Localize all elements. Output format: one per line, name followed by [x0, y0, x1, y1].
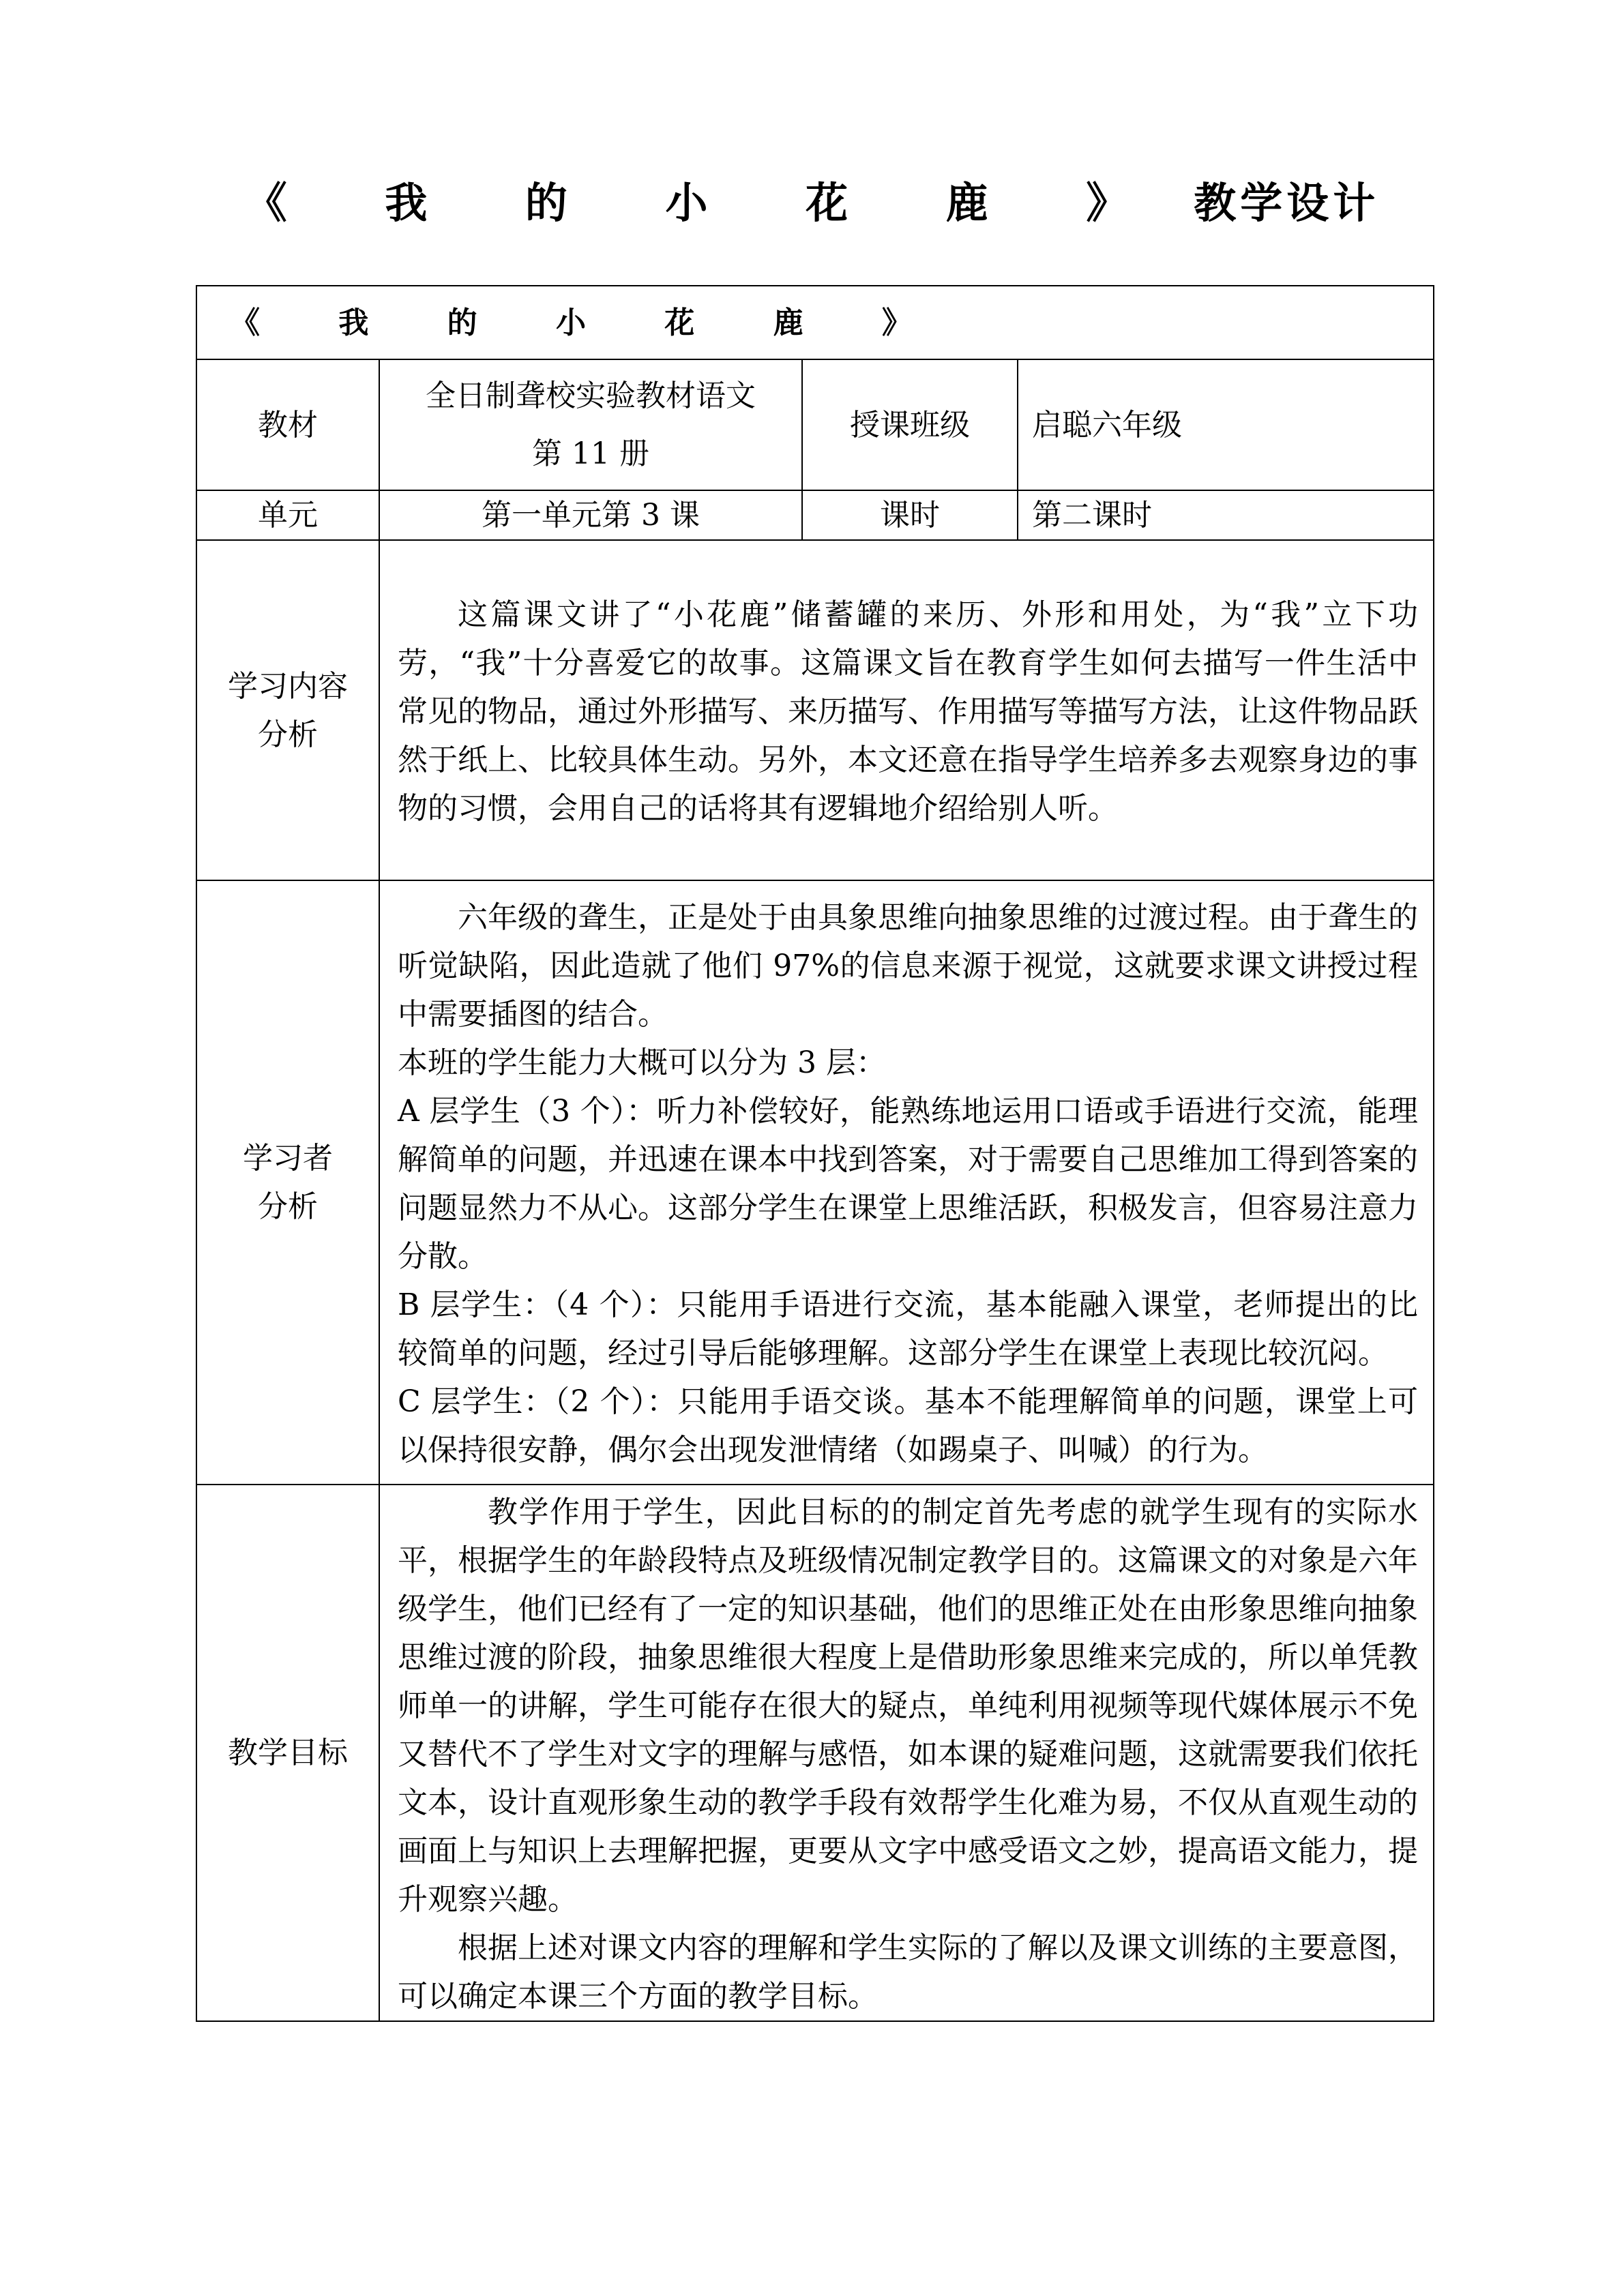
title-book-name: 《 我 的 小 花 鹿 》	[244, 178, 1160, 228]
learner-analysis-label-line1: 学习者	[243, 1141, 333, 1176]
learner-paragraph-1: 六年级的聋生，正是处于由具象思维向抽象思维的过渡过程。由于聋生的听觉缺陷，因此造就了他们 97%的信息来源于视觉，这就要求课文讲授过程中需要插图的结合。	[398, 900, 1419, 1032]
learner-analysis-label	[196, 880, 379, 1485]
content-analysis-label	[196, 540, 379, 880]
textbook-value-line2: 第 11 册	[532, 436, 649, 471]
goals-paragraph-2: 根据上述对课文内容的理解和学生实际的了解以及课文训练的主要意图，可以确定本课三个方面的教学目标。	[398, 1930, 1419, 2014]
learner-paragraph-2: 本班的学生能力大概可以分为 3 层：	[398, 1045, 886, 1080]
learner-analysis-body	[379, 880, 1434, 1485]
content-analysis-label-line1: 学习内容	[228, 668, 348, 704]
content-analysis-row	[196, 540, 1434, 880]
class-value: 启聪六年级	[1018, 359, 1434, 490]
content-analysis-body	[379, 540, 1434, 880]
class-label: 授课班级	[802, 359, 1018, 490]
learner-analysis-label-line2: 分析	[258, 1189, 318, 1224]
title-suffix: 教学设计	[1194, 178, 1380, 228]
period-value: 第二课时	[1018, 490, 1434, 540]
period-label: 课时	[802, 490, 1018, 540]
table-header-row	[196, 286, 1434, 359]
textbook-row	[196, 359, 1434, 490]
learner-analysis-row	[196, 880, 1434, 1485]
textbook-value	[379, 359, 802, 490]
learner-paragraph-3: A 层学生（3 个）：听力补偿较好，能熟练地运用口语或手语进行交流，能理解简单的问题，并迅速在课本中找到答案，对于需要自己思维加工得到答案的问题显然力不从心。这部分学生在课堂上思维活跃，积极发言，但容易注意力分散。	[398, 1094, 1419, 1274]
lesson-plan-table	[196, 285, 1434, 2022]
content-analysis-text: 这篇课文讲了“小花鹿”储蓄罐的来历、外形和用处，为“我”立下功劳，“我”十分喜爱它的故事。这篇课文旨在教育学生如何去描写一件生活中常见的物品，通过外形描写、来历描写、作用描写等描写方法，让这件物品跃然于纸上、比较具体生动。另外，本文还意在指导学生培养多去观察身边的事物的习惯，会用自己的话将其有逻辑地介绍给别人听。	[398, 597, 1419, 826]
teaching-goals-body	[379, 1485, 1434, 2021]
unit-label: 单元	[196, 490, 379, 540]
content-analysis-label-line2: 分析	[258, 717, 318, 752]
unit-row	[196, 490, 1434, 540]
textbook-label: 教材	[196, 359, 379, 490]
teaching-goals-label: 教学目标	[196, 1485, 379, 2021]
table-header: 《 我 的 小 花 鹿 》	[196, 286, 1434, 359]
unit-value: 第一单元第 3 课	[379, 490, 802, 540]
learner-paragraph-4: B 层学生：（4 个）：只能用手语进行交流，基本能融入课堂，老师提出的比较简单的问题，经过引导后能够理解。这部分学生在课堂上表现比较沉闷。	[398, 1287, 1419, 1371]
goals-paragraph-1: 教学作用于学生，因此目标的的制定首先考虑的就学生现有的实际水平，根据学生的年龄段特点及班级情况制定教学目的。这篇课文的对象是六年级学生，他们已经有了一定的知识基础，他们的思维正处在由形象思维向抽象思维过渡的阶段，抽象思维很大程度上是借助形象思维来完成的，所以单凭教师单一的讲解，学生可能存在很大的疑点，单纯利用视频等现代媒体展示不免又替代不了学生对文字的理解与感悟，如本课的疑难问题，这就需要我们依托文本，设计直观形象生动的教学手段有效帮学生化难为易，不仅从直观生动的画面上与知识上去理解把握，更要从文字中感受语文之妙，提高语文能力，提升观察兴趣。	[398, 1495, 1419, 1917]
document-title	[0, 169, 1624, 230]
learner-paragraph-5: C 层学生：（2 个）：只能用手语交谈。基本不能理解简单的问题，课堂上可以保持很安静，偶尔会出现发泄情绪（如踢桌子、叫喊）的行为。	[398, 1384, 1419, 1467]
textbook-value-line1: 全日制聋校实验教材语文	[426, 378, 756, 413]
teaching-goals-row	[196, 1485, 1434, 2021]
